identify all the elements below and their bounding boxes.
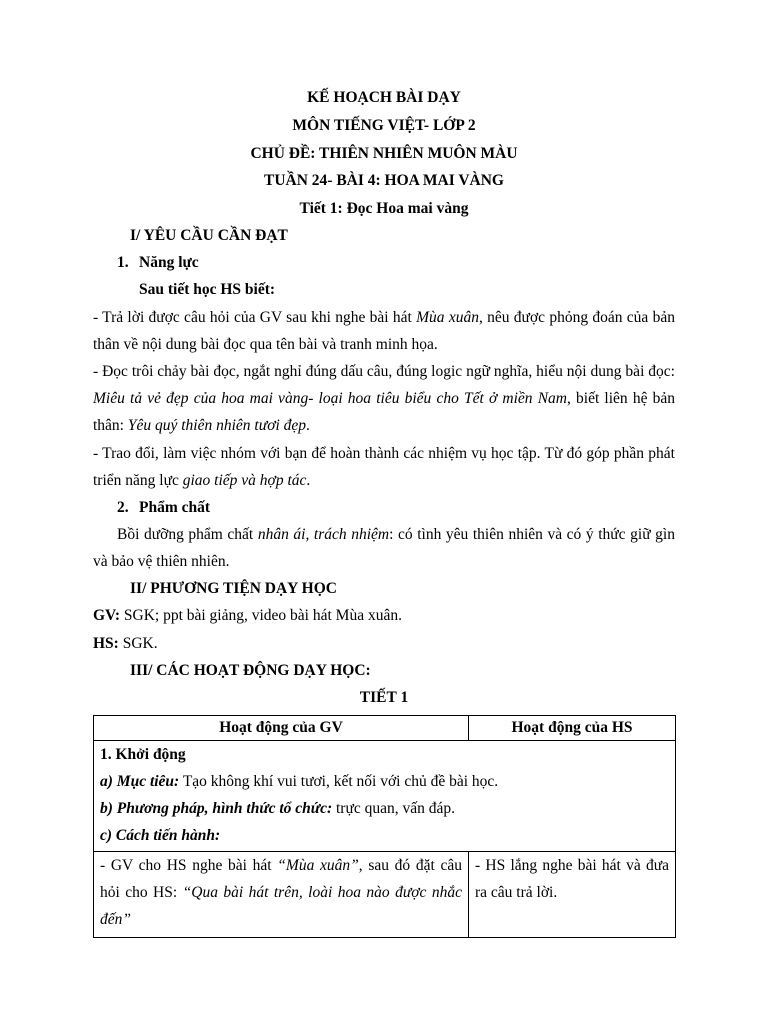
gv-text-a: - GV cho HS nghe bài hát <box>100 857 278 874</box>
p1-text-b: , nêu được phỏng đoán của bản thân về nội dung bài đọc qua tên bài và tranh minh họa. <box>93 309 675 353</box>
warmup-section <box>94 741 676 852</box>
p2-content: Miêu tả vẻ đẹp của hoa mai vàng- loại hoa tiêu biểu cho Tết ở miền Nam <box>93 390 567 407</box>
lesson-line: Tiết 1: Đọc Hoa mai vàng <box>299 200 469 217</box>
paragraph-1 <box>93 304 675 358</box>
period-title: TIẾT 1 <box>359 689 409 706</box>
q-text-b: : có tình yêu thiên nhiên và có ý thức giữ gìn và bảo vệ thiên nhiên. <box>93 526 675 570</box>
method-label: b) Phương pháp, hình thức tổ chức: <box>100 800 333 817</box>
gv-materials <box>93 606 402 626</box>
table-row <box>94 741 676 852</box>
paragraph-2 <box>93 358 675 439</box>
activity-table <box>93 715 676 938</box>
p1-song: Mùa xuân <box>416 309 479 326</box>
week-line: TUẦN 24- BÀI 4: HOA MAI VÀNG <box>264 172 504 189</box>
gv-activity-cell <box>94 852 469 938</box>
section2-heading: II/ PHƯƠNG TIỆN DẠY HỌC <box>130 580 337 597</box>
item1-title: Năng lực <box>139 254 199 271</box>
table-header-row <box>94 716 676 741</box>
gv-label: GV: <box>93 607 120 624</box>
hs-text: SGK. <box>118 635 158 652</box>
p3-text-a: - Trao đổi, làm việc nhóm với bạn để hoàn thành các nhiệm vụ học tập. Từ đó góp phần phát triển năng lực <box>93 445 675 489</box>
table-row <box>94 852 676 938</box>
goal-line <box>100 768 669 795</box>
q-traits: nhân ái, trách nhiệm <box>257 526 390 543</box>
header-hs: Hoạt động của HS <box>469 716 676 741</box>
part1-title: 1. Khởi động <box>100 746 186 763</box>
q-text-a: Bồi dưỡng phẩm chất <box>117 526 258 543</box>
p2-self: Yêu quý thiên nhiên tươi đẹp <box>127 417 307 434</box>
hs-activity-cell: - HS lắng nghe bài hát và đưa ra câu trả lời. <box>469 852 676 938</box>
header-gv: Hoạt động của GV <box>94 716 469 741</box>
method-text: trực quan, vấn đáp. <box>332 800 456 817</box>
gv-text: SGK; ppt bài giảng, video bài hát Mùa xuân. <box>120 607 402 624</box>
p2-text-a: - Đọc trôi chảy bài đọc, ngắt nghỉ đúng dấu câu, đúng logic ngữ nghĩa, hiểu nội dung bài đọc: <box>93 363 675 380</box>
doc-title: KẾ HOẠCH BÀI DẠY <box>307 89 461 106</box>
p2-end: . <box>306 417 310 434</box>
goal-text: Tạo không khí vui tươi, kết nối với chủ đề bài học. <box>179 773 499 790</box>
steps-label: c) Cách tiến hành: <box>100 827 221 844</box>
subject-line: MÔN TIẾNG VIỆT- LỚP 2 <box>292 117 476 134</box>
goal-label: a) Mục tiêu: <box>100 773 180 790</box>
gv-question: “Qua bài hát trên, loài hoa nào được nhắc đến” <box>100 884 462 928</box>
topic-line: CHỦ ĐỀ: THIÊN NHIÊN MUÔN MÀU <box>250 145 518 162</box>
item1-number: 1. <box>117 254 129 271</box>
item1-intro: Sau tiết học HS biết: <box>139 281 276 298</box>
gv-text-b: , sau đó đặt câu hỏi cho HS: <box>100 857 462 901</box>
p1-text-a: - Trả lời được câu hỏi của GV sau khi nghe bài hát <box>93 309 417 326</box>
item2-number: 2. <box>117 499 129 516</box>
item2-title: Phẩm chất <box>139 499 211 516</box>
p3-skill: giao tiếp và hợp tác <box>182 472 307 489</box>
gv-song: “Mùa xuân” <box>277 857 359 874</box>
paragraph-3 <box>93 440 675 494</box>
p2-text-b: , biết liên hệ bản thân: <box>93 390 676 434</box>
hs-materials <box>93 634 158 654</box>
section3-heading: III/ CÁC HOẠT ĐỘNG DẠY HỌC: <box>130 662 371 679</box>
p3-end: . <box>306 472 311 489</box>
method-line <box>100 795 669 822</box>
section1-heading: I/ YÊU CẦU CẦN ĐẠT <box>130 227 288 244</box>
paragraph-qualities <box>93 521 675 575</box>
hs-label: HS: <box>93 635 119 652</box>
